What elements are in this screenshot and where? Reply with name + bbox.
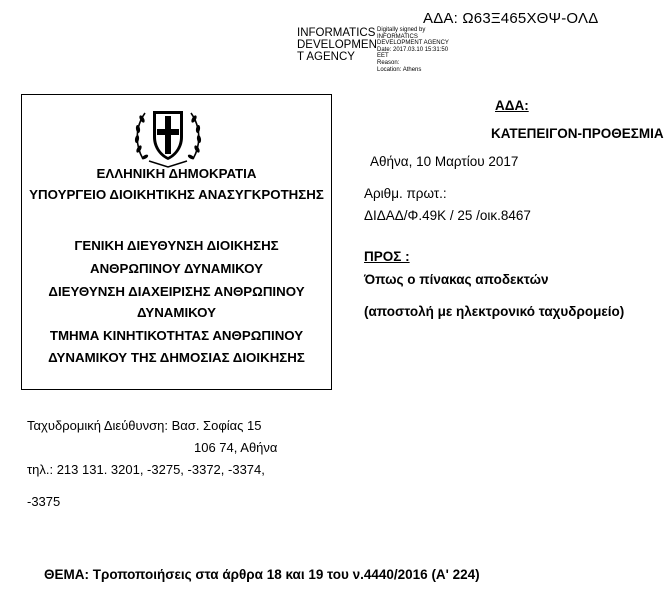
- signature-org-line: T AGENCY: [297, 51, 355, 63]
- department-line: ΔΥΝΑΜΙΚΟΥ ΤΗΣ ΔΗΜΟΣΙΑΣ ΔΙΟΙΚΗΣΗΣ: [48, 350, 305, 365]
- delivery-method: (αποστολή με ηλεκτρονικό ταχυδρομείο): [364, 304, 625, 319]
- greek-coat-of-arms-icon: [131, 97, 205, 171]
- recipient-list: Όπως ο πίνακας αποδεκτών: [364, 272, 549, 287]
- postal-address: Ταχυδρομική Διεύθυνση: Βασ. Σοφίας 15: [27, 418, 262, 433]
- signature-detail-line: EET: [377, 53, 389, 60]
- ada-label: ΑΔΑ:: [495, 98, 529, 113]
- department-line: ΑΝΘΡΩΠΙΝΟΥ ΔΥΝΑΜΙΚΟΥ: [89, 261, 264, 276]
- signature-detail-line: Reason:: [377, 59, 400, 66]
- signature-detail-line: Location: Athens: [377, 66, 422, 73]
- signature-detail-line: INFORMATICS: [377, 33, 418, 40]
- department-line: ΤΜΗΜΑ ΚΙΝΗΤΙΚΟΤΗΤΑΣ ΑΝΘΡΩΠΙΝΟΥ: [49, 328, 304, 343]
- protocol-label: Αριθμ. πρωτ.:: [364, 186, 447, 201]
- signature-detail-line: Digitally signed by: [377, 27, 426, 33]
- ministry-title: ΥΠΟΥΡΓΕΙΟ ΔΙΟΙΚΗΤΙΚΗΣ ΑΝΑΣΥΓΚΡΟΤΗΣΗΣ: [29, 187, 324, 202]
- signature-detail-line: DEVELOPMENT AGENCY: [377, 40, 449, 47]
- document-date: Αθήνα, 10 Μαρτίου 2017: [370, 154, 519, 169]
- protocol-number: ΔΙΔΑΔ/Φ.49Κ / 25 /οικ.8467: [364, 208, 531, 223]
- signature-org-line: DEVELOPMEN: [297, 39, 377, 51]
- digital-signature-details: [377, 27, 487, 73]
- department-line: ΓΕΝΙΚΗ ΔΙΕΥΘΥΝΣΗ ΔΙΟΙΚΗΣΗΣ: [74, 238, 279, 253]
- urgency-label: ΚΑΤΕΠΕΙΓΟΝ-ΠΡΟΘΕΣΜΙΑ: [491, 126, 664, 141]
- phone-numbers: τηλ.: 213 131. 3201, -3275, -3372, -3374,: [27, 462, 265, 477]
- phone-numbers-continued: -3375: [27, 494, 61, 509]
- department-line: ΔΥΝΑΜΙΚΟΥ: [136, 305, 217, 320]
- recipient-heading: ΠΡΟΣ :: [364, 249, 410, 264]
- signature-detail-line: Date: 2017.03.10 15:31:50: [377, 46, 449, 53]
- postal-code: 106 74, Αθήνα: [194, 440, 278, 455]
- digital-signature-org: [297, 27, 377, 63]
- signature-org-line: INFORMATICS: [297, 27, 376, 39]
- ada-code: ΑΔΑ: Ω63Ξ465ΧΘΨ-ΟΛΔ: [423, 10, 599, 27]
- department-line: ΔΙΕΥΘΥΝΣΗ ΔΙΑΧΕΙΡΙΣΗΣ ΑΝΘΡΩΠΙΝΟΥ: [48, 284, 305, 299]
- document-subject: ΘΕΜΑ: Τροποποιήσεις στα άρθρα 18 και 19 του ν.4440/2016 (Α' 224): [44, 567, 480, 582]
- republic-title: ΕΛΛΗΝΙΚΗ ΔΗΜΟΚΡΑΤΙΑ: [96, 166, 257, 181]
